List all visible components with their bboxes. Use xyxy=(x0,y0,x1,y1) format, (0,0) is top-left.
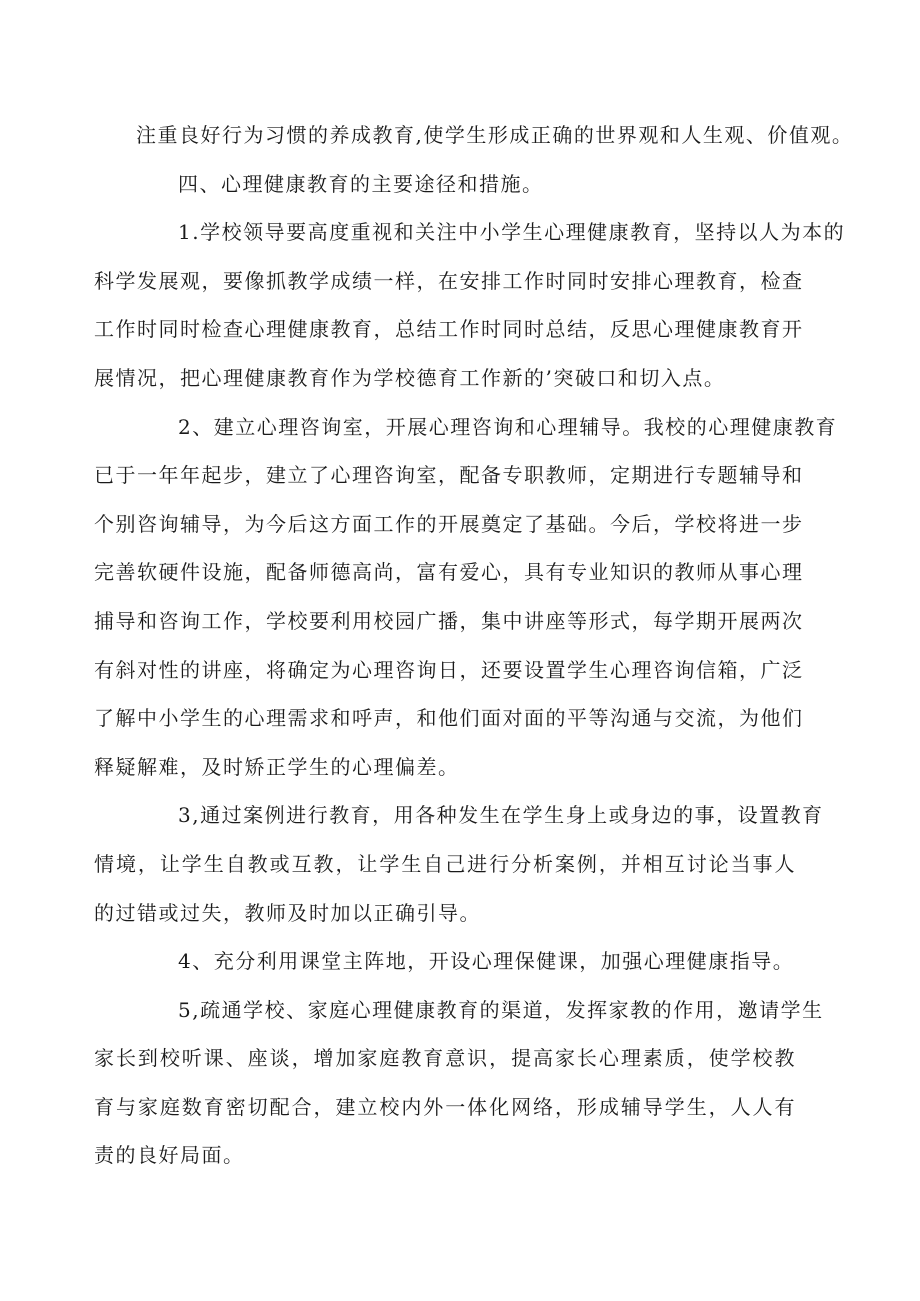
text-line: 的过错或过失，教师及时加以正确引导。 xyxy=(94,900,481,925)
text-line: 展情况，把心理健康教育作为学校德育工作新的’突破口和切入点。 xyxy=(94,365,726,390)
text-line: 1.学校领导要高度重视和关注中小学生心理健康教育，坚持以人为本的 xyxy=(178,220,846,245)
text-line: 捕导和咨询工作，学校要利用校园广播，集中讲座等形式，每学期开展两次 xyxy=(94,608,804,633)
text-line: 个别咨询辅导，为今后这方面工作的开展奠定了基础。今后，学校将进一步 xyxy=(94,511,804,536)
paragraph-values xyxy=(136,111,854,160)
text-line: 了解中小学生的心理需求和呼声，和他们面对面的平等沟通与交流，为他们 xyxy=(94,706,804,731)
paragraph-item-3 xyxy=(94,791,824,937)
text-line: 5,疏通学校、家庭心理健康教育的渠道，发挥家教的作用，邀请学生 xyxy=(178,997,824,1022)
text-line: 科学发展观，要像抓教学成绩一样，在安排工作时同时安排心理教育，检查 xyxy=(94,268,804,293)
document-body xyxy=(94,111,854,1180)
text-line: 责的良好局面。 xyxy=(94,1143,245,1168)
text-line: 2、建立心理咨询室，开展心理咨询和心理辅导。我校的心理健康教育 xyxy=(178,414,838,439)
paragraph-item-2 xyxy=(94,403,838,792)
section-heading-4 xyxy=(136,160,796,209)
text-line: 家长到校听课、座谈，增加家庭教育意识，提高家长心理素质，使学校教 xyxy=(94,1046,796,1071)
text-line: 有斜对性的讲座，将确定为心理咨询日，还要设置学生心理咨询信箱，广泛 xyxy=(94,657,804,682)
text-line: 完善软硬件设施，配备师德高尚，富有爱心，具有专业知识的教师从事心理 xyxy=(94,560,804,585)
paragraph-item-4 xyxy=(136,937,796,986)
text-line: 已于一年年起步，建立了心理咨询室，配备专职教师，定期进行专题辅导和 xyxy=(94,463,804,488)
text-line: 4、充分利用课堂主阵地，开设心理保健课，加强心理健康指导。 xyxy=(178,949,795,974)
text-line: 四、心理健康教育的主要途径和措施。 xyxy=(178,171,544,196)
text-line: 工作时同时检查心理健康教育，总结工作时同时总结，反思心理健康教育开 xyxy=(94,317,804,342)
text-line: 释疑解难，及时矫正学生的心理偏差。 xyxy=(94,754,460,779)
text-line: 情境，让学生自教或互教，让学生自己进行分析案例，并相互讨论当事人 xyxy=(94,851,796,876)
paragraph-item-1 xyxy=(94,208,846,402)
text-line: 3,通过案例进行教育，用各种发生在学生身上或身边的事，设置教育 xyxy=(178,803,824,828)
paragraph-item-5 xyxy=(94,986,824,1180)
text-line: 注重良好行为习惯的养成教育,使学生形成正确的世界观和人生观、价值观。 xyxy=(136,123,854,147)
text-line: 育与家庭数育密切配合，建立校内外一体化网络，形成辅导学生，人人有 xyxy=(94,1094,796,1119)
